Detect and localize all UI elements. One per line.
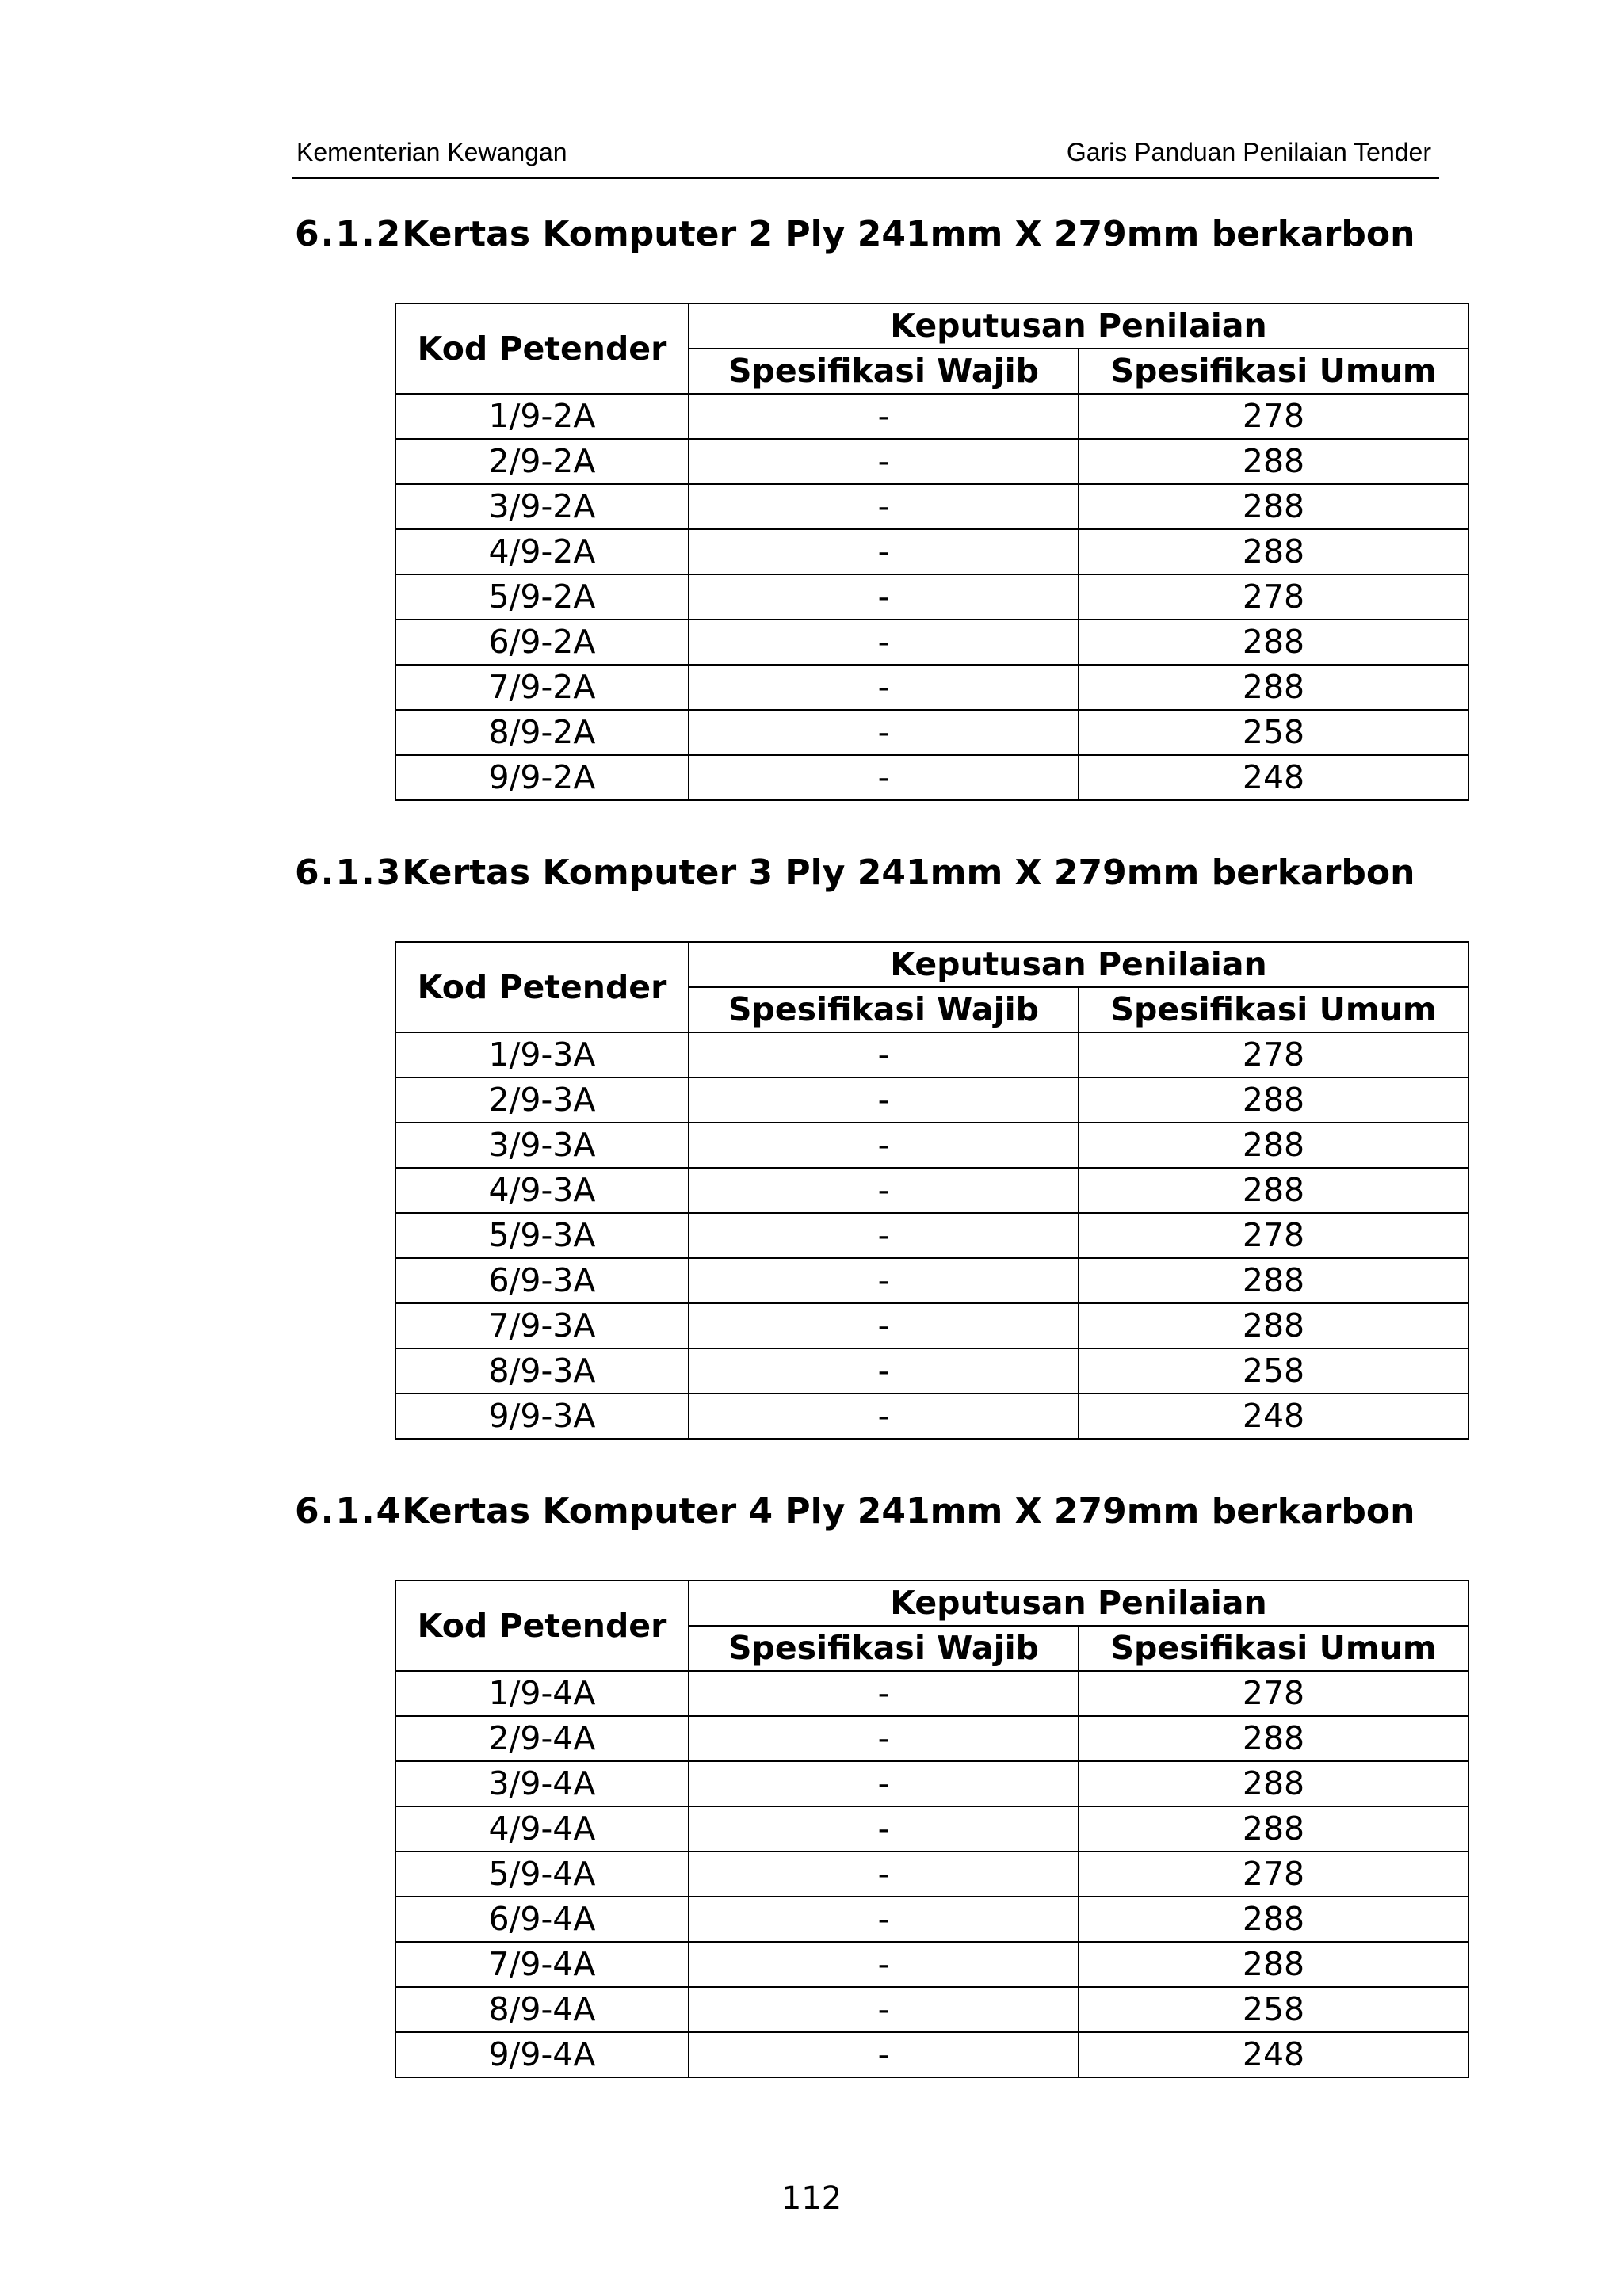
- cell-spesifikasi-wajib: -: [689, 1258, 1079, 1303]
- header-spesifikasi-umum: Spesifikasi Umum: [1079, 987, 1468, 1032]
- cell-kod-petender: 2/9-3A: [395, 1077, 689, 1123]
- cell-kod-petender: 9/9-3A: [395, 1394, 689, 1439]
- header-spesifikasi-wajib: Spesifikasi Wajib: [689, 987, 1079, 1032]
- cell-kod-petender: 4/9-2A: [395, 529, 689, 574]
- cell-kod-petender: 5/9-2A: [395, 574, 689, 620]
- header-spesifikasi-umum: Spesifikasi Umum: [1079, 1626, 1468, 1671]
- table-row: [395, 574, 1468, 620]
- cell-spesifikasi-umum: 288: [1079, 1168, 1468, 1213]
- header-spesifikasi-umum: Spesifikasi Umum: [1079, 349, 1468, 394]
- cell-spesifikasi-wajib: -: [689, 439, 1079, 484]
- cell-spesifikasi-wajib: -: [689, 755, 1079, 800]
- table-row: [395, 1394, 1468, 1439]
- cell-spesifikasi-umum: 278: [1079, 1213, 1468, 1258]
- section-title-text: Kertas Komputer 4 Ply 241mm X 279mm berkarbon: [402, 1491, 1415, 1531]
- table-row: [395, 620, 1468, 665]
- cell-spesifikasi-umum: 278: [1079, 394, 1468, 439]
- table-row: [395, 1942, 1468, 1987]
- section-title-text: Kertas Komputer 3 Ply 241mm X 279mm berkarbon: [402, 852, 1415, 893]
- cell-spesifikasi-wajib: -: [689, 665, 1079, 710]
- section-title: [295, 1488, 1484, 1535]
- cell-spesifikasi-umum: 258: [1079, 1987, 1468, 2032]
- cell-kod-petender: 8/9-4A: [395, 1987, 689, 2032]
- cell-spesifikasi-umum: 278: [1079, 1032, 1468, 1077]
- header-keputusan-penilaian: Keputusan Penilaian: [689, 942, 1468, 987]
- header-left: Kementerian Kewangan: [296, 138, 567, 166]
- table-row: [395, 755, 1468, 800]
- cell-spesifikasi-wajib: -: [689, 394, 1079, 439]
- cell-spesifikasi-umum: 288: [1079, 1258, 1468, 1303]
- cell-kod-petender: 3/9-3A: [395, 1123, 689, 1168]
- header-spesifikasi-wajib: Spesifikasi Wajib: [689, 1626, 1079, 1671]
- section-6-1-3: [295, 849, 1484, 1435]
- table-row: [395, 1761, 1468, 1806]
- cell-spesifikasi-wajib: -: [689, 1671, 1079, 1716]
- cell-kod-petender: 1/9-4A: [395, 1671, 689, 1716]
- table-row: [395, 1716, 1468, 1761]
- cell-spesifikasi-wajib: -: [689, 1213, 1079, 1258]
- cell-spesifikasi-umum: 288: [1079, 1077, 1468, 1123]
- header-kod-petender: Kod Petender: [395, 303, 689, 394]
- cell-spesifikasi-wajib: -: [689, 574, 1079, 620]
- cell-kod-petender: 7/9-4A: [395, 1942, 689, 1987]
- cell-spesifikasi-wajib: -: [689, 529, 1079, 574]
- cell-spesifikasi-umum: 288: [1079, 1897, 1468, 1942]
- cell-spesifikasi-umum: 258: [1079, 710, 1468, 755]
- page-header: [292, 131, 1439, 179]
- cell-spesifikasi-umum: 248: [1079, 1394, 1468, 1439]
- cell-spesifikasi-umum: 278: [1079, 1671, 1468, 1716]
- cell-spesifikasi-umum: 288: [1079, 1761, 1468, 1806]
- table-row: [395, 1258, 1468, 1303]
- cell-kod-petender: 1/9-2A: [395, 394, 689, 439]
- cell-kod-petender: 4/9-3A: [395, 1168, 689, 1213]
- section-number: 6.1.3: [295, 852, 403, 893]
- cell-kod-petender: 9/9-4A: [395, 2032, 689, 2077]
- cell-spesifikasi-umum: 288: [1079, 529, 1468, 574]
- cell-kod-petender: 5/9-3A: [395, 1213, 689, 1258]
- cell-kod-petender: 3/9-4A: [395, 1761, 689, 1806]
- cell-spesifikasi-wajib: -: [689, 1394, 1079, 1439]
- cell-spesifikasi-wajib: -: [689, 1806, 1079, 1852]
- cell-spesifikasi-wajib: -: [689, 1348, 1079, 1394]
- cell-spesifikasi-wajib: -: [689, 2032, 1079, 2077]
- table-row: [395, 529, 1468, 574]
- results-table: [395, 941, 1469, 1440]
- cell-spesifikasi-umum: 288: [1079, 1942, 1468, 1987]
- table-row: [395, 1987, 1468, 2032]
- table-row: [395, 710, 1468, 755]
- cell-spesifikasi-wajib: -: [689, 1852, 1079, 1897]
- table-row: [395, 1123, 1468, 1168]
- table-row: [395, 665, 1468, 710]
- header-keputusan-penilaian: Keputusan Penilaian: [689, 1581, 1468, 1626]
- cell-kod-petender: 7/9-2A: [395, 665, 689, 710]
- cell-spesifikasi-wajib: -: [689, 1032, 1079, 1077]
- table-row: [395, 1077, 1468, 1123]
- page-number: 112: [781, 2180, 842, 2217]
- header-spesifikasi-wajib: Spesifikasi Wajib: [689, 349, 1079, 394]
- cell-spesifikasi-umum: 258: [1079, 1348, 1468, 1394]
- section-6-1-4: [295, 1488, 1484, 2073]
- cell-spesifikasi-umum: 288: [1079, 1806, 1468, 1852]
- cell-kod-petender: 4/9-4A: [395, 1806, 689, 1852]
- header-keputusan-penilaian: Keputusan Penilaian: [689, 303, 1468, 349]
- cell-spesifikasi-umum: 288: [1079, 1716, 1468, 1761]
- cell-spesifikasi-wajib: -: [689, 1077, 1079, 1123]
- table-row: [395, 439, 1468, 484]
- table-row: [395, 1348, 1468, 1394]
- header-kod-petender: Kod Petender: [395, 1581, 689, 1671]
- cell-kod-petender: 9/9-2A: [395, 755, 689, 800]
- cell-kod-petender: 2/9-4A: [395, 1716, 689, 1761]
- cell-kod-petender: 6/9-4A: [395, 1897, 689, 1942]
- table-row: [395, 1852, 1468, 1897]
- cell-spesifikasi-umum: 248: [1079, 2032, 1468, 2077]
- cell-spesifikasi-wajib: -: [689, 1168, 1079, 1213]
- cell-spesifikasi-umum: 278: [1079, 574, 1468, 620]
- table-row: [395, 1303, 1468, 1348]
- table-row: [395, 1032, 1468, 1077]
- table-row: [395, 394, 1468, 439]
- section-6-1-2: [295, 211, 1484, 796]
- cell-spesifikasi-umum: 288: [1079, 620, 1468, 665]
- results-table: [395, 1580, 1469, 2078]
- cell-spesifikasi-wajib: -: [689, 710, 1079, 755]
- cell-spesifikasi-wajib: -: [689, 484, 1079, 529]
- cell-spesifikasi-wajib: -: [689, 1761, 1079, 1806]
- table-row: [395, 1897, 1468, 1942]
- cell-spesifikasi-umum: 288: [1079, 484, 1468, 529]
- cell-spesifikasi-umum: 288: [1079, 1123, 1468, 1168]
- cell-kod-petender: 2/9-2A: [395, 439, 689, 484]
- table-row: [395, 1671, 1468, 1716]
- table-row: [395, 1168, 1468, 1213]
- table-row: [395, 1806, 1468, 1852]
- cell-spesifikasi-wajib: -: [689, 1123, 1079, 1168]
- section-title-text: Kertas Komputer 2 Ply 241mm X 279mm berkarbon: [402, 214, 1415, 254]
- cell-spesifikasi-umum: 288: [1079, 1303, 1468, 1348]
- results-table: [395, 303, 1469, 801]
- section-number: 6.1.4: [295, 1491, 403, 1531]
- section-title: [295, 211, 1484, 258]
- cell-kod-petender: 8/9-2A: [395, 710, 689, 755]
- cell-kod-petender: 7/9-3A: [395, 1303, 689, 1348]
- header-kod-petender: Kod Petender: [395, 942, 689, 1032]
- cell-spesifikasi-wajib: -: [689, 1987, 1079, 2032]
- cell-kod-petender: 5/9-4A: [395, 1852, 689, 1897]
- cell-spesifikasi-umum: 278: [1079, 1852, 1468, 1897]
- section-number: 6.1.2: [295, 214, 403, 254]
- cell-spesifikasi-wajib: -: [689, 1303, 1079, 1348]
- table-row: [395, 484, 1468, 529]
- section-title: [295, 849, 1484, 897]
- cell-kod-petender: 1/9-3A: [395, 1032, 689, 1077]
- cell-spesifikasi-wajib: -: [689, 1942, 1079, 1987]
- cell-spesifikasi-umum: 248: [1079, 755, 1468, 800]
- cell-kod-petender: 6/9-2A: [395, 620, 689, 665]
- header-right: Garis Panduan Penilaian Tender: [1066, 138, 1431, 166]
- cell-spesifikasi-wajib: -: [689, 1716, 1079, 1761]
- cell-spesifikasi-wajib: -: [689, 1897, 1079, 1942]
- cell-kod-petender: 6/9-3A: [395, 1258, 689, 1303]
- cell-spesifikasi-wajib: -: [689, 620, 1079, 665]
- cell-spesifikasi-umum: 288: [1079, 665, 1468, 710]
- cell-kod-petender: 3/9-2A: [395, 484, 689, 529]
- cell-kod-petender: 8/9-3A: [395, 1348, 689, 1394]
- table-row: [395, 1213, 1468, 1258]
- table-row: [395, 2032, 1468, 2077]
- cell-spesifikasi-umum: 288: [1079, 439, 1468, 484]
